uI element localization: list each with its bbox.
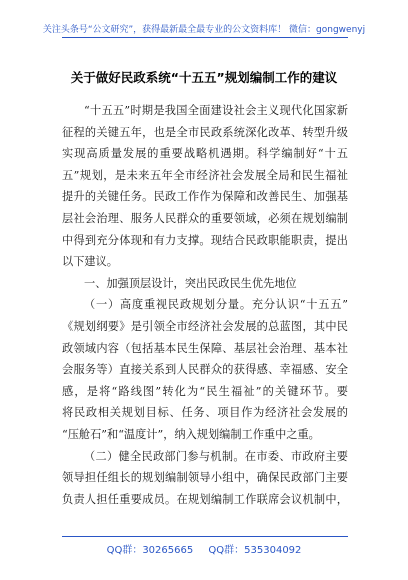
footer-contact bbox=[0, 541, 408, 556]
section-heading: 一、加强顶层设计，突出民政民生优先地位 bbox=[84, 276, 297, 290]
body-line: 感，是将“路线图”转化为“民生福祉”的关键环节。要 bbox=[62, 384, 348, 398]
header-divider bbox=[62, 37, 348, 38]
body-line: 五”规划，是未来五年全市经济社会发展全局和民生福祉 bbox=[62, 168, 348, 182]
document-body bbox=[62, 100, 348, 510]
body-line: “十五五”时期是我国全面建设社会主义现代化国家新 bbox=[84, 104, 348, 117]
document-title: 关于做好民政系统“十五五”规划编制工作的建议 bbox=[70, 70, 338, 85]
body-line: （一）高度重视民政规划分量。充分认识“十五五” bbox=[84, 298, 348, 312]
body-line: 会服务等）直接关系到人民群众的获得感、幸福感、安全 bbox=[62, 363, 348, 377]
body-line: 中得到充分体现和有力支撑。现结合民政职能职责，提出 bbox=[62, 233, 348, 247]
body-line: 征程的关键五年，也是全市民政系统深化改革、转型升级 bbox=[62, 125, 348, 139]
body-line: （二）健全民政部门参与机制。在市委、市政府主要 bbox=[84, 449, 348, 463]
body-line: 《规划纲要》是引领全市经济社会发展的总蓝图，其中民 bbox=[62, 319, 348, 333]
body-line: 以下建议。 bbox=[62, 255, 118, 269]
body-line: “压舱石”和“温度计”，纳入规划编制工作重中之重。 bbox=[62, 427, 320, 441]
footer-qq-group-1: QQ群：30265665 bbox=[106, 545, 194, 556]
body-line: 层社会治理、服务人民群众的重要领域，必须在规划编制 bbox=[62, 211, 348, 225]
footer-qq-group-2: QQ群：535304092 bbox=[208, 545, 302, 556]
footer-divider bbox=[62, 536, 348, 537]
body-line: 领导担任组长的规划编制领导小组中，确保民政部门主要 bbox=[62, 471, 348, 485]
body-line: 将民政相关规划目标、任务、项目作为经济社会发展的 bbox=[62, 406, 348, 420]
body-line: 负责人担任重要成员。在规划编制工作联席会议机制中， bbox=[62, 492, 348, 506]
body-line: 提升的关键任务。民政工作作为保障和改善民生、加强基 bbox=[62, 190, 348, 204]
header-promo-note: 关注头条号“公文研究”，获得最新最全最专业的公文资料库！ 微信：gongwenyj bbox=[42, 25, 366, 35]
body-line: 政领域内容（包括基本民生保障、基层社会治理、基本社 bbox=[62, 341, 348, 355]
body-line: 实现高质量发展的重要战略机遇期。科学编制好“十五 bbox=[62, 147, 348, 161]
